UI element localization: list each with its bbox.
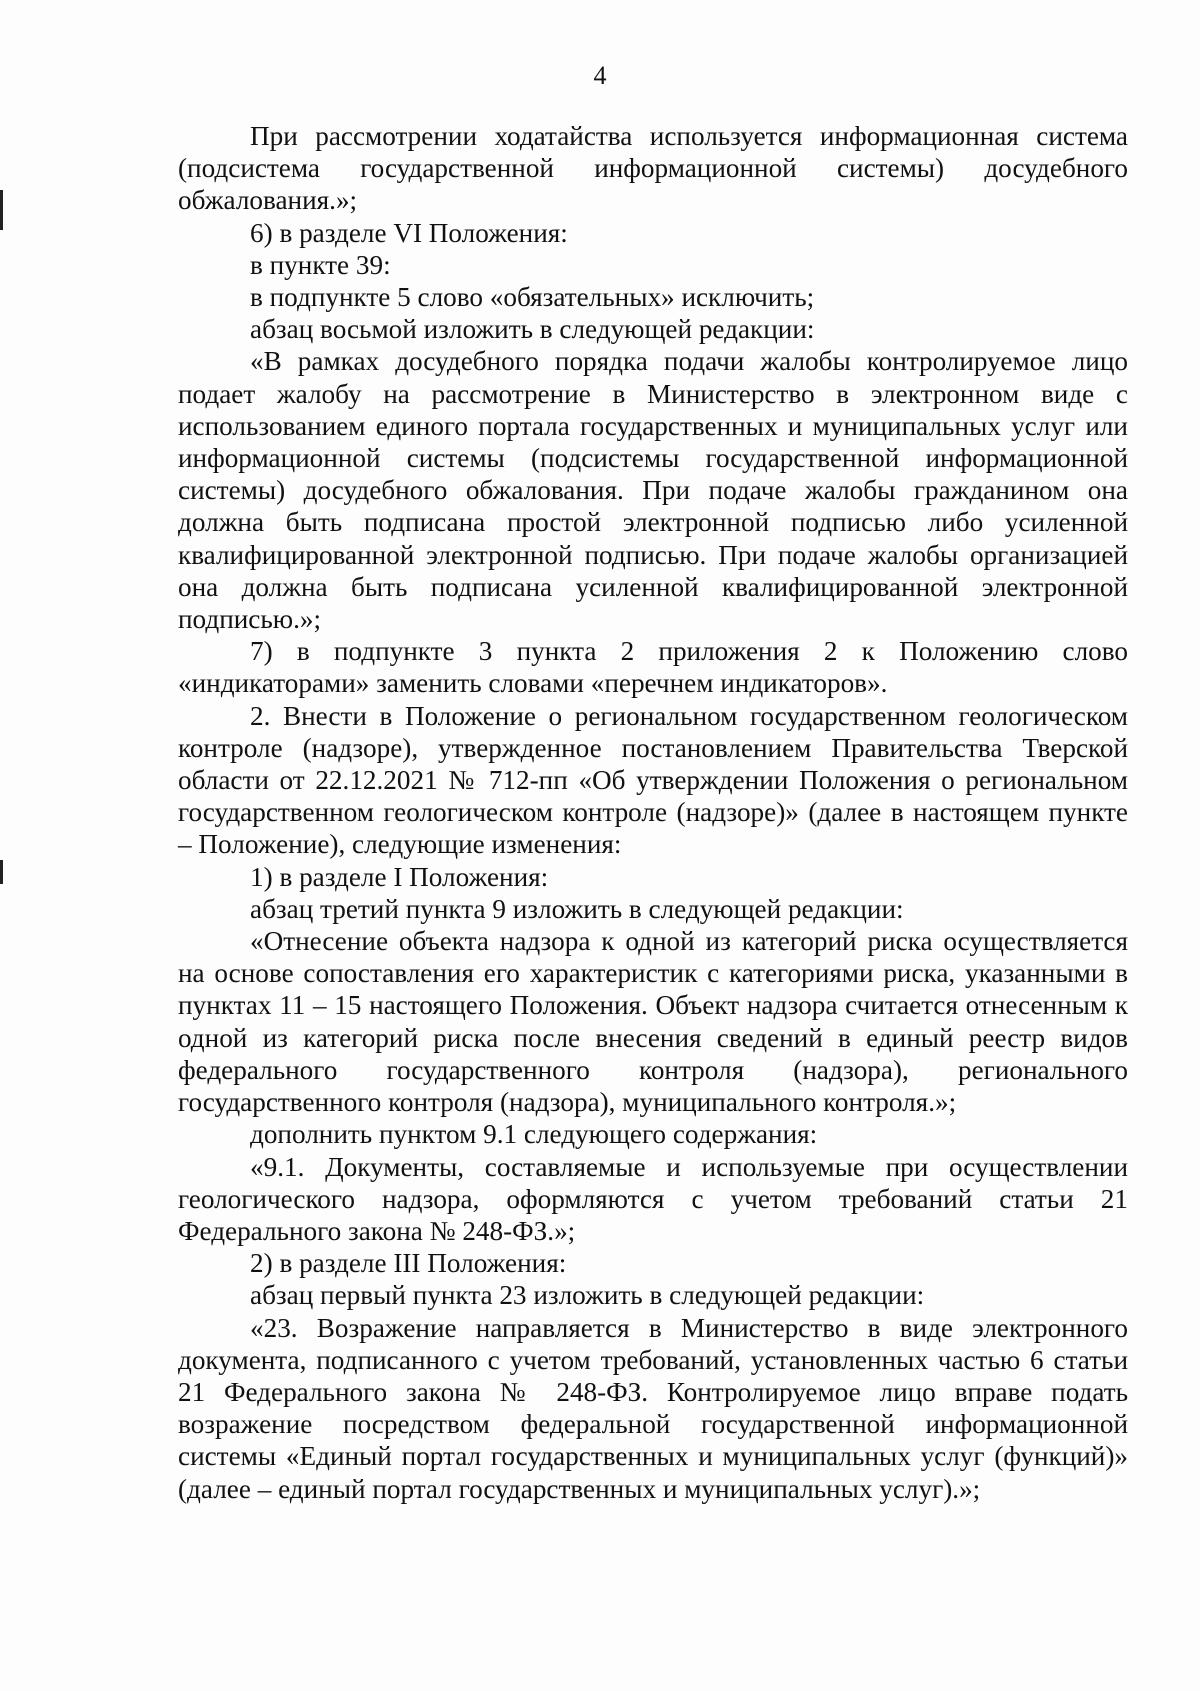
scan-edge-mark [0, 190, 3, 230]
paragraph: дополнить пунктом 9.1 следующего содержания: [250, 1119, 818, 1150]
paragraph: 2. Внести в Положение о региональном государственном геологическом контроле (надзоре), утвержденное постановлением Правительства Тверской области от 22.12.2021 № 712-пп «Об утверждении Положения о региональном государственном геологическом контроле (надзоре)» (далее в настоящем пункте – Положение), следующие изменения: [178, 700, 1128, 860]
paragraph: 2) в разделе III Положения: [250, 1248, 567, 1279]
page-number: 4 [593, 61, 607, 90]
paragraph: При рассмотрении ходатайства используется информационная система (подсистема государственной информационной системы) досудебного обжалования.»; [178, 121, 1128, 216]
scan-edge-mark [0, 860, 3, 884]
paragraph: «В рамках досудебного порядка подачи жалобы контролируемое лицо подает жалобу на рассмотрение в Министерство в электронном виде с использованием единого портала государственных и муниципальных услуг или информационной системы (подсистемы государственной информационной системы) досудебного обжалования. При подаче жалобы гражданином она должна быть подписана простой электронной подписью либо усиленной квалифицированной электронной подписью. При подаче жалобы организацией она должна быть подписана усиленной квалифицированной электронной подписью.»; [178, 346, 1128, 635]
paragraph: 1) в разделе I Положения: [250, 861, 549, 892]
paragraph: «9.1. Документы, составляемые и используемые при осуществлении геологического надзора, оформляются с учетом требований статьи 21 Федерального закона № 248-ФЗ.»; [178, 1151, 1128, 1246]
paragraph: «23. Возражение направляется в Министерство в виде электронного документа, подписанного с учетом требований, установленных частью 6 статьи 21 Федерального закона № 248-ФЗ. Контролируемое лицо вправе подать возражение посредством федеральной государственной информационной системы «Единый портал государственных и муниципальных услуг (функций)» (далее – единый портал государственных и муниципальных услуг).»; [178, 1312, 1128, 1504]
paragraph: абзац третий пункта 9 изложить в следующей редакции: [250, 893, 904, 924]
paragraph: «Отнесение объекта надзора к одной из категорий риска осуществляется на основе сопоставления его характеристик с категориями риска, указанными в пунктах 11 – 15 настоящего Положения. Объект надзора считается отнесенным к одной из категорий риска после внесения сведений в единый реестр видов федерального государственного контроля (надзора), регионального государственного контроля (надзора), муниципального контроля.»; [178, 926, 1128, 1118]
paragraph: 7) в подпункте 3 пункта 2 приложения 2 к Положению слово «индикаторами» заменить словами «перечнем индикаторов». [178, 636, 1128, 699]
document-body [178, 120, 1128, 1505]
paragraph: абзац первый пункта 23 изложить в следующей редакции: [250, 1280, 925, 1311]
paragraph: абзац восьмой изложить в следующей редакции: [250, 314, 815, 345]
paragraph: в подпункте 5 слово «обязательных» исключить; [250, 282, 815, 313]
paragraph: в пункте 39: [250, 249, 391, 280]
paragraph: 6) в разделе VI Положения: [250, 217, 568, 248]
